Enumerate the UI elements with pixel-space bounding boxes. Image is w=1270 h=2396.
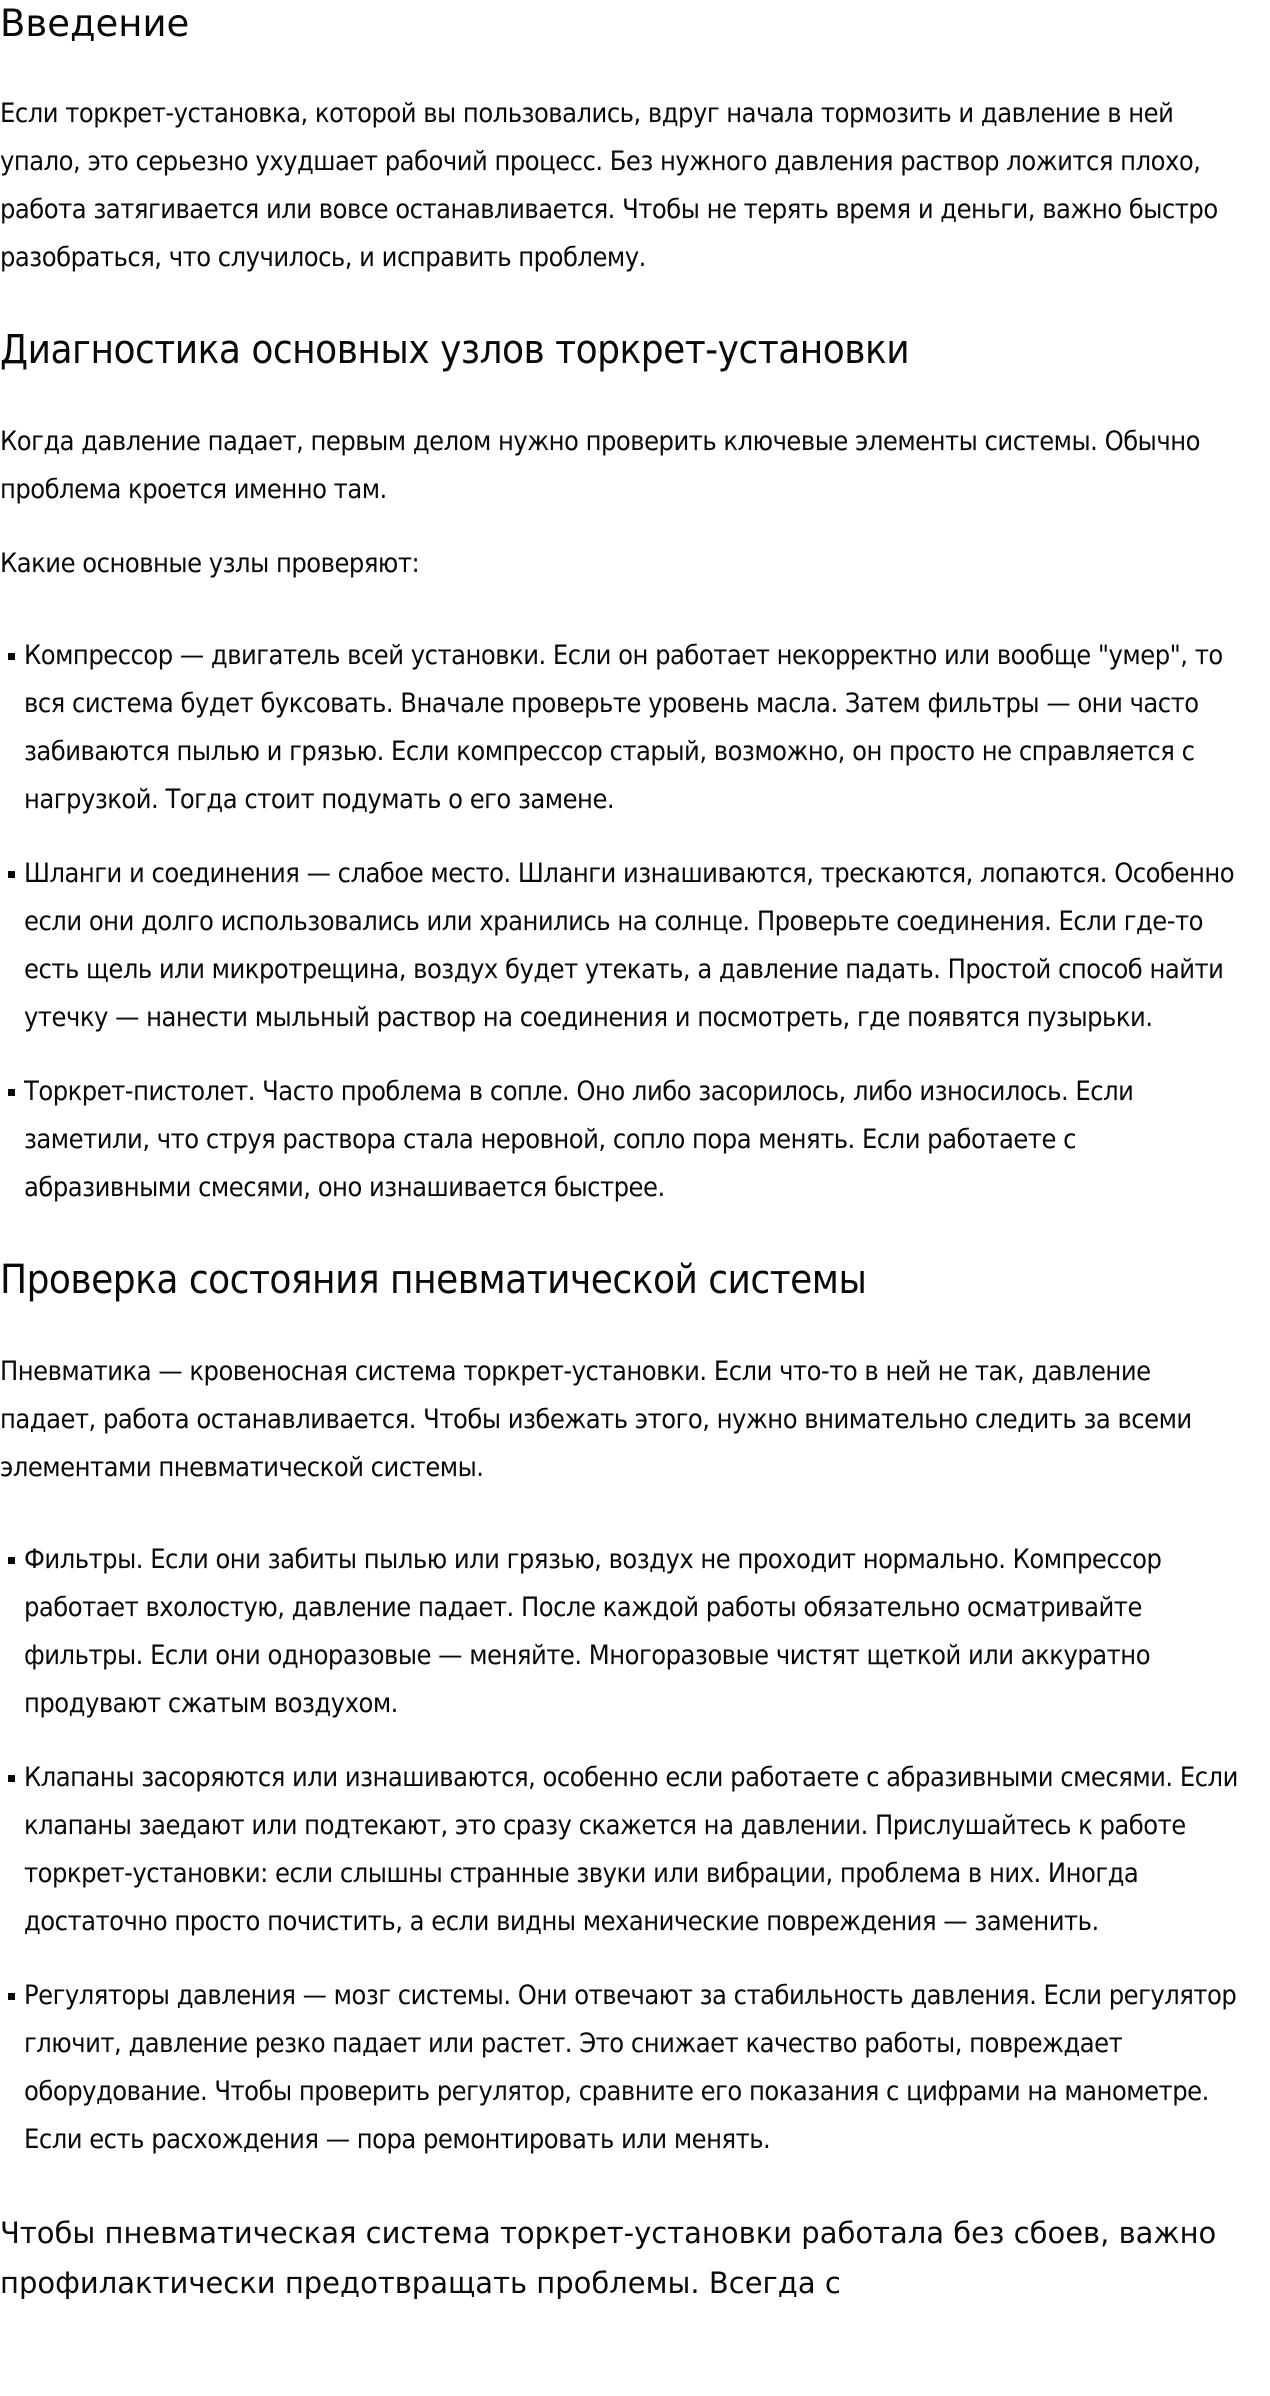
diagnostics-paragraph: Когда давление падает, первым делом нужно проверить ключевые элементы системы. Обычно проблема кроется именно там. [0,426,1200,505]
section-title-diagnostics: Диагностика основных узлов торкрет-установки [0,327,910,373]
list-item-compressor: Компрессор — двигатель всей установки. Если он работает некорректно или вообще "умер", то вся система будет буксовать. Вначале проверьте уровень масла. Затем фильтры — они часто забиваются пылью и грязью. Если компрессор старый, возможно, он просто не справляется с нагрузкой. Тогда стоит подумать о его замене. [0,632,1246,824]
list-item-gun: Торкрет-пистолет. Часто проблема в сопле. Оно либо засорилось, либо износилось. Если заметили, что струя раствора стала неровной, сопло пора менять. Если работаете с абразивными смесями, оно изнашивается быстрее. [0,1068,1246,1212]
document-body [0,2,1246,2308]
closing-paragraph: Чтобы пневматическая система торкрет-установки работала без сбоев, важно профилактически предотвращать проблемы. Всегда с [0,2216,1217,2300]
list-item-filters: Фильтры. Если они забиты пылью или грязью, воздух не проходит нормально. Компрессор работает вхолостую, давление падает. После каждой работы обязательно осматривайте фильтры. Если они одноразовые — меняйте. Многоразовые чистят щеткой или аккуратно продувают сжатым воздухом. [0,1536,1246,1728]
list-item-regulators: Регуляторы давления — мозг системы. Они отвечают за стабильность давления. Если регулятор глючит, давление резко падает или растет. Это снижает качество работы, повреждает оборудование. Чтобы проверить регулятор, сравните его показания с цифрами на манометре. Если есть расхождения — пора ремонтировать или менять. [0,1972,1246,2164]
list-item-hoses: Шланги и соединения — слабое место. Шланги изнашиваются, трескаются, лопаются. Особенно если они долго использовались или хранились на солнце. Проверьте соединения. Если где-то есть щель или микротрещина, воздух будет утекать, а давление падать. Простой способ найти утечку — нанести мыльный раствор на соединения и посмотреть, где появятся пузырьки. [0,850,1246,1042]
intro-paragraph: Если торкрет-установка, которой вы пользовались, вдруг начала тормозить и давление в ней упало, это серьезно ухудшает рабочий процесс. Без нужного давления раствор ложится плохо, работа затягивается или вовсе останавливается. Чтобы не терять время и деньги, важно быстро разобраться, что случилось, и исправить проблему. [0,98,1218,273]
page-title: Введение [0,2,190,45]
diagnostics-list-lead: Какие основные узлы проверяют: [0,548,420,579]
diagnostics-bullet-list [0,632,1246,1212]
pneumatic-paragraph: Пневматика — кровеносная система торкрет-установки. Если что-то в ней не так, давление падает, работа останавливается. Чтобы избежать этого, нужно внимательно следить за всеми элементами пневматической системы. [0,1356,1192,1483]
section-title-pneumatic: Проверка состояния пневматической системы [0,1257,867,1303]
list-item-valves: Клапаны засоряются или изнашиваются, особенно если работаете с абразивными смесями. Если клапаны заедают или подтекают, это сразу скажется на давлении. Прислушайтесь к работе торкрет-установки: если слышны странные звуки или вибрации, проблема в них. Иногда достаточно просто почистить, а если видны механические повреждения — заменить. [0,1754,1246,1946]
pneumatic-bullet-list [0,1536,1246,2164]
